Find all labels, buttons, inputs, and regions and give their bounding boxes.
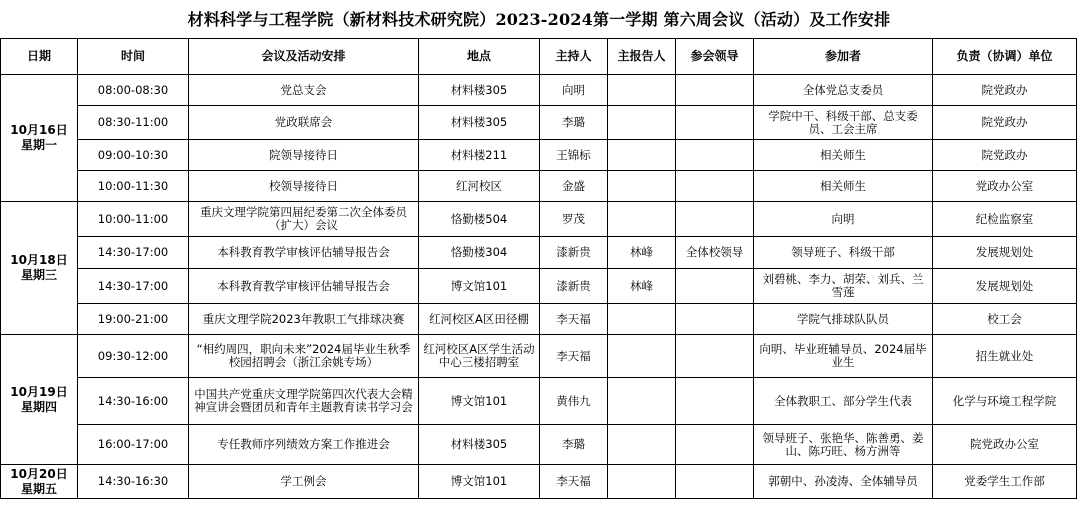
table-row bbox=[1, 171, 1077, 202]
attendees-cell: 向明 bbox=[754, 202, 933, 237]
date-cell bbox=[1, 75, 78, 202]
leader-cell bbox=[676, 378, 754, 425]
unit-cell: 纪检监察室 bbox=[933, 202, 1077, 237]
reporter-cell bbox=[608, 171, 676, 202]
table-row bbox=[1, 106, 1077, 140]
event-cell: 重庆文理学院第四届纪委第二次全体委员（扩大）会议 bbox=[189, 202, 419, 237]
attendees-cell: 相关师生 bbox=[754, 140, 933, 171]
event-cell: 中国共产党重庆文理学院第四次代表大会精神宣讲会暨团员和青年主题教育读书学习会 bbox=[189, 378, 419, 425]
unit-cell: 发展规划处 bbox=[933, 237, 1077, 269]
event-cell: 党政联席会 bbox=[189, 106, 419, 140]
header-leader: 参会领导 bbox=[676, 39, 754, 75]
reporter-cell bbox=[608, 304, 676, 335]
unit-cell: 发展规划处 bbox=[933, 269, 1077, 304]
location-cell: 博文馆101 bbox=[419, 269, 540, 304]
reporter-cell bbox=[608, 106, 676, 140]
unit-cell: 院党政办 bbox=[933, 75, 1077, 106]
event-cell: 重庆文理学院2023年教职工气排球决赛 bbox=[189, 304, 419, 335]
event-cell: 本科教育教学审核评估辅导报告会 bbox=[189, 237, 419, 269]
time-cell: 08:30-11:00 bbox=[78, 106, 189, 140]
attendees-cell: 刘碧桃、李力、胡荣、刘兵、兰雪莲 bbox=[754, 269, 933, 304]
leader-cell bbox=[676, 75, 754, 106]
reporter-cell: 林峰 bbox=[608, 269, 676, 304]
time-cell: 14:30-17:00 bbox=[78, 269, 189, 304]
event-cell: “相约周四，职向未来”2024届毕业生秋季校园招聘会（浙江余姚专场） bbox=[189, 335, 419, 378]
table-row bbox=[1, 140, 1077, 171]
location-cell: 博文馆101 bbox=[419, 465, 540, 499]
location-cell: 恪勤楼304 bbox=[419, 237, 540, 269]
host-cell: 李璐 bbox=[540, 106, 608, 140]
host-cell: 罗茂 bbox=[540, 202, 608, 237]
event-cell: 学工例会 bbox=[189, 465, 419, 499]
time-cell: 10:00-11:00 bbox=[78, 202, 189, 237]
location-cell: 红河校区A区田径棚 bbox=[419, 304, 540, 335]
date-cell bbox=[1, 335, 78, 465]
event-cell: 本科教育教学审核评估辅导报告会 bbox=[189, 269, 419, 304]
event-cell: 专任教师序列绩效方案工作推进会 bbox=[189, 425, 419, 465]
time-cell: 14:30-17:00 bbox=[78, 237, 189, 269]
leader-cell bbox=[676, 140, 754, 171]
reporter-cell bbox=[608, 335, 676, 378]
location-cell: 恪勤楼504 bbox=[419, 202, 540, 237]
reporter-cell bbox=[608, 202, 676, 237]
unit-cell: 党政办公室 bbox=[933, 171, 1077, 202]
host-cell: 王锦标 bbox=[540, 140, 608, 171]
reporter-cell bbox=[608, 140, 676, 171]
host-cell: 向明 bbox=[540, 75, 608, 106]
page-title: 材料科学与工程学院（新材料技术研究院）2023-2024第一学期 第六周会议（活动）及工作安排 bbox=[187, 10, 891, 29]
time-cell: 14:30-16:30 bbox=[78, 465, 189, 499]
table-row bbox=[1, 335, 1077, 378]
host-cell: 李璐 bbox=[540, 425, 608, 465]
reporter-cell bbox=[608, 378, 676, 425]
location-cell: 材料楼305 bbox=[419, 106, 540, 140]
time-cell: 14:30-16:00 bbox=[78, 378, 189, 425]
table-row bbox=[1, 269, 1077, 304]
host-cell: 李天福 bbox=[540, 335, 608, 378]
table-row bbox=[1, 202, 1077, 237]
date-label: 10月16日 bbox=[10, 123, 68, 137]
table-row bbox=[1, 425, 1077, 465]
header-location: 地点 bbox=[419, 39, 540, 75]
table-row bbox=[1, 465, 1077, 499]
table-row bbox=[1, 237, 1077, 269]
host-cell: 漆新贵 bbox=[540, 237, 608, 269]
weekday-label: 星期三 bbox=[20, 268, 57, 282]
leader-cell bbox=[676, 269, 754, 304]
time-cell: 19:00-21:00 bbox=[78, 304, 189, 335]
time-cell: 16:00-17:00 bbox=[78, 425, 189, 465]
leader-cell bbox=[676, 465, 754, 499]
unit-cell: 化学与环境工程学院 bbox=[933, 378, 1077, 425]
time-cell: 08:00-08:30 bbox=[78, 75, 189, 106]
location-cell: 红河校区A区学生活动中心三楼招聘室 bbox=[419, 335, 540, 378]
host-cell: 李天福 bbox=[540, 304, 608, 335]
table-row bbox=[1, 304, 1077, 335]
attendees-cell: 全体教职工、部分学生代表 bbox=[754, 378, 933, 425]
attendees-cell: 领导班子、科级干部 bbox=[754, 237, 933, 269]
header-host: 主持人 bbox=[540, 39, 608, 75]
schedule-table bbox=[0, 38, 1077, 499]
reporter-cell bbox=[608, 465, 676, 499]
reporter-cell bbox=[608, 425, 676, 465]
attendees-cell: 学院气排球队队员 bbox=[754, 304, 933, 335]
event-cell: 党总支会 bbox=[189, 75, 419, 106]
location-cell: 博文馆101 bbox=[419, 378, 540, 425]
table-row bbox=[1, 378, 1077, 425]
attendees-cell: 全体党总支委员 bbox=[754, 75, 933, 106]
host-cell: 李天福 bbox=[540, 465, 608, 499]
date-label: 10月19日 bbox=[10, 384, 68, 399]
header-attendees: 参加者 bbox=[754, 39, 933, 75]
attendees-cell: 相关师生 bbox=[754, 171, 933, 202]
event-cell: 校领导接待日 bbox=[189, 171, 419, 202]
unit-cell: 院党政办 bbox=[933, 140, 1077, 171]
header-row bbox=[1, 39, 1077, 75]
host-cell: 漆新贵 bbox=[540, 269, 608, 304]
header-unit: 负责（协调）单位 bbox=[933, 39, 1077, 75]
date-cell bbox=[1, 465, 78, 499]
weekday-label: 星期五 bbox=[20, 481, 57, 496]
leader-cell bbox=[676, 425, 754, 465]
leader-cell bbox=[676, 106, 754, 140]
unit-cell: 院党政办公室 bbox=[933, 425, 1077, 465]
attendees-cell: 学院中干、科级干部、总支委员、工会主席 bbox=[754, 106, 933, 140]
date-label: 10月20日 bbox=[10, 466, 68, 481]
date-cell bbox=[1, 202, 78, 335]
time-cell: 09:00-10:30 bbox=[78, 140, 189, 171]
leader-cell bbox=[676, 335, 754, 378]
unit-cell: 招生就业处 bbox=[933, 335, 1077, 378]
host-cell: 黄伟九 bbox=[540, 378, 608, 425]
attendees-cell: 郭朝中、孙凌涛、全体辅导员 bbox=[754, 465, 933, 499]
date-label: 10月18日 bbox=[10, 253, 68, 267]
location-cell: 红河校区 bbox=[419, 171, 540, 202]
location-cell: 材料楼305 bbox=[419, 425, 540, 465]
header-reporter: 主报告人 bbox=[608, 39, 676, 75]
unit-cell: 校工会 bbox=[933, 304, 1077, 335]
reporter-cell bbox=[608, 75, 676, 106]
location-cell: 材料楼305 bbox=[419, 75, 540, 106]
header-event: 会议及活动安排 bbox=[189, 39, 419, 75]
leader-cell bbox=[676, 304, 754, 335]
table-row bbox=[1, 75, 1077, 106]
leader-cell bbox=[676, 202, 754, 237]
leader-cell bbox=[676, 171, 754, 202]
weekday-label: 星期一 bbox=[20, 138, 57, 152]
host-cell: 金盛 bbox=[540, 171, 608, 202]
unit-cell: 院党政办 bbox=[933, 106, 1077, 140]
time-cell: 09:30-12:00 bbox=[78, 335, 189, 378]
weekday-label: 星期四 bbox=[20, 399, 57, 414]
header-time: 时间 bbox=[78, 39, 189, 75]
unit-cell: 党委学生工作部 bbox=[933, 465, 1077, 499]
time-cell: 10:00-11:30 bbox=[78, 171, 189, 202]
location-cell: 材料楼211 bbox=[419, 140, 540, 171]
leader-cell: 全体校领导 bbox=[676, 237, 754, 269]
event-cell: 院领导接待日 bbox=[189, 140, 419, 171]
header-date: 日期 bbox=[1, 39, 78, 75]
attendees-cell: 向明、毕业班辅导员、2024届毕业生 bbox=[754, 335, 933, 378]
reporter-cell: 林峰 bbox=[608, 237, 676, 269]
attendees-cell: 领导班子、张艳华、陈善勇、姜山、陈巧旺、杨方洲等 bbox=[754, 425, 933, 465]
